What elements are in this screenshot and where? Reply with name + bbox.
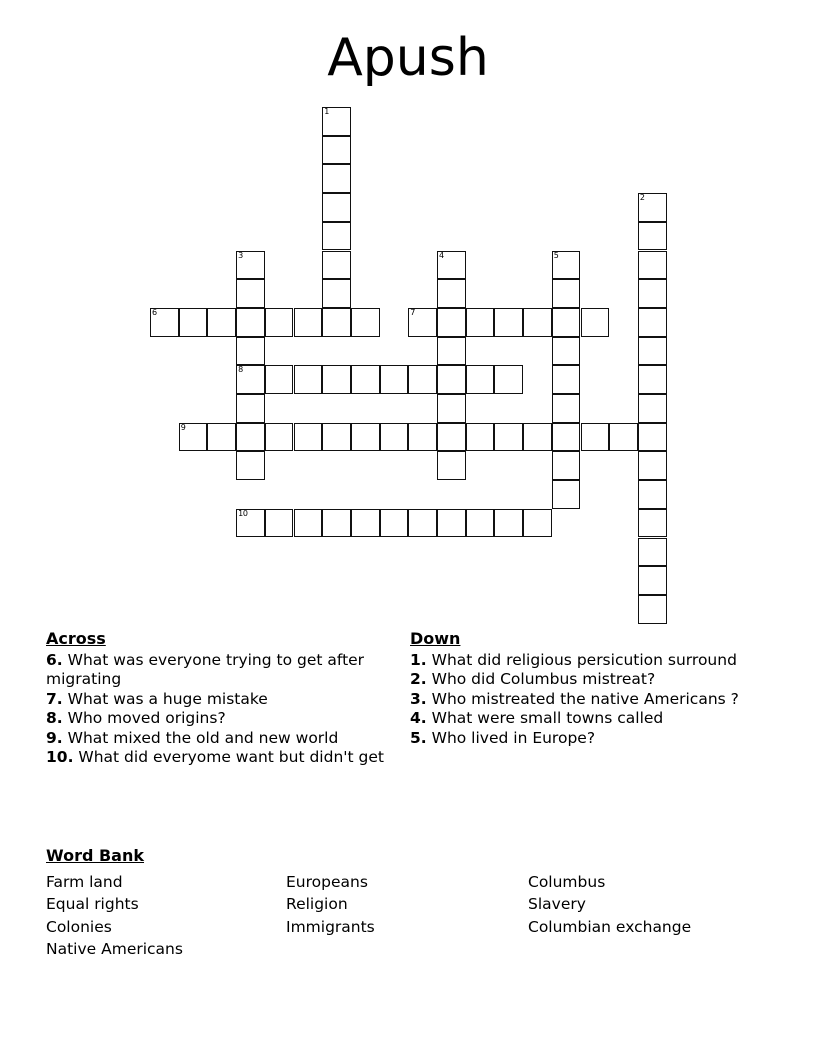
grid-cell[interactable] xyxy=(150,308,179,337)
grid-cell[interactable] xyxy=(179,308,208,337)
clue-text: Who did Columbus mistreat? xyxy=(426,670,656,688)
grid-cell[interactable] xyxy=(609,423,638,452)
clue-number: 4. xyxy=(410,709,427,727)
grid-cell[interactable] xyxy=(322,308,351,337)
grid-cell[interactable] xyxy=(265,423,294,452)
grid-cell[interactable] xyxy=(466,509,495,538)
grid-cell[interactable] xyxy=(207,308,236,337)
grid-cell[interactable] xyxy=(466,365,495,394)
grid-cell[interactable] xyxy=(523,308,552,337)
clue-number: 7. xyxy=(46,689,63,708)
across-clue-7 xyxy=(46,690,401,710)
grid-cell[interactable] xyxy=(322,136,351,165)
clue-number: 6. xyxy=(46,650,63,669)
grid-cell[interactable] xyxy=(494,365,523,394)
grid-cell[interactable] xyxy=(207,423,236,452)
grid-cell[interactable] xyxy=(236,365,265,394)
grid-cell[interactable] xyxy=(322,251,351,280)
cell-number: 10 xyxy=(238,508,248,518)
grid-cell[interactable] xyxy=(638,566,667,595)
grid-cell[interactable] xyxy=(408,308,437,337)
grid-cell[interactable] xyxy=(437,509,466,538)
word-bank-item: Columbian exchange xyxy=(528,917,692,936)
grid-cell[interactable] xyxy=(351,365,380,394)
clue-text: What mixed the old and new world xyxy=(62,728,339,747)
word-bank-item: Native Americans xyxy=(46,940,183,958)
word-bank-column xyxy=(286,871,528,961)
down-clue-3 xyxy=(410,690,740,710)
across-clue-list xyxy=(46,651,401,768)
cell-number: 1 xyxy=(324,107,329,116)
grid-cell[interactable] xyxy=(494,509,523,538)
grid-cell[interactable] xyxy=(437,308,466,337)
grid-cell[interactable] xyxy=(351,423,380,452)
grid-cell[interactable] xyxy=(408,365,437,394)
word-bank-item: Slavery xyxy=(528,895,586,913)
clue-number: 9. xyxy=(46,728,63,747)
grid-cell[interactable] xyxy=(494,308,523,337)
grid-cell[interactable] xyxy=(322,279,351,308)
clue-number: 1. xyxy=(410,650,427,669)
grid-cell[interactable] xyxy=(294,308,323,337)
grid-cell[interactable] xyxy=(638,480,667,509)
grid-cell[interactable] xyxy=(552,251,581,280)
grid-cell[interactable] xyxy=(638,423,667,452)
grid-cell[interactable] xyxy=(581,308,610,337)
grid-cell[interactable] xyxy=(322,365,351,394)
clue-number: 10. xyxy=(46,748,74,766)
word-bank-item: Religion xyxy=(286,895,348,913)
grid-cell[interactable] xyxy=(236,509,265,538)
across-clue-8 xyxy=(46,709,401,729)
grid-cell[interactable] xyxy=(494,423,523,452)
grid-cell[interactable] xyxy=(236,308,265,337)
grid-cell[interactable] xyxy=(638,308,667,337)
down-clue-1 xyxy=(410,651,740,671)
grid-cell[interactable] xyxy=(638,509,667,538)
cell-number: 8 xyxy=(238,365,243,375)
grid-cell[interactable] xyxy=(294,509,323,538)
grid-cell[interactable] xyxy=(322,222,351,251)
grid-cell[interactable] xyxy=(638,193,667,222)
cell-number: 9 xyxy=(180,422,186,432)
word-bank-column xyxy=(528,871,691,961)
cell-number: 3 xyxy=(238,250,243,260)
grid-cell[interactable] xyxy=(552,365,581,394)
grid-cell[interactable] xyxy=(380,365,409,394)
grid-cell[interactable] xyxy=(523,423,552,452)
grid-cell[interactable] xyxy=(265,308,294,337)
grid-cell[interactable] xyxy=(638,451,667,480)
grid-cell[interactable] xyxy=(552,480,581,509)
grid-cell[interactable] xyxy=(638,337,667,366)
word-bank-item: Columbus xyxy=(528,872,606,891)
grid-cell[interactable] xyxy=(638,251,667,280)
word-bank-column xyxy=(46,871,286,961)
grid-cell[interactable] xyxy=(322,164,351,193)
grid-cell[interactable] xyxy=(437,251,466,280)
clue-text: What did everyome want but didn't get xyxy=(73,748,384,766)
grid-cell[interactable] xyxy=(236,394,265,423)
down-clue-5 xyxy=(410,729,740,749)
grid-cell[interactable] xyxy=(322,509,351,538)
grid-cell[interactable] xyxy=(322,423,351,452)
grid-cell[interactable] xyxy=(408,423,437,452)
clue-text: Who moved origins? xyxy=(62,709,226,727)
word-bank-heading: Word Bank xyxy=(46,846,145,865)
grid-cell[interactable] xyxy=(638,222,667,251)
grid-cell[interactable] xyxy=(265,509,294,538)
grid-cell[interactable] xyxy=(322,107,351,136)
word-bank-item: Farm land xyxy=(46,872,123,891)
down-clue-2 xyxy=(410,670,740,690)
grid-cell[interactable] xyxy=(523,509,552,538)
grid-cell[interactable] xyxy=(408,509,437,538)
cell-number: 6 xyxy=(152,307,157,317)
grid-cell[interactable] xyxy=(552,279,581,308)
grid-cell[interactable] xyxy=(466,423,495,452)
grid-cell[interactable] xyxy=(351,308,380,337)
grid-cell[interactable] xyxy=(265,365,294,394)
grid-cell[interactable] xyxy=(179,423,208,452)
clue-number: 5. xyxy=(410,728,427,747)
word-bank-section xyxy=(46,845,746,961)
across-clues-section xyxy=(46,629,401,768)
word-bank-item: Colonies xyxy=(46,917,112,936)
clue-number: 8. xyxy=(46,709,63,727)
word-bank-item: Immigrants xyxy=(286,917,375,936)
across-clue-10 xyxy=(46,748,401,768)
grid-cell[interactable] xyxy=(236,423,265,452)
down-clue-4 xyxy=(410,709,740,729)
clue-text: What were small towns called xyxy=(426,709,664,727)
grid-cell[interactable] xyxy=(351,509,380,538)
grid-cell[interactable] xyxy=(581,423,610,452)
down-clues-section xyxy=(410,629,740,748)
clue-number: 2. xyxy=(410,670,427,688)
grid-cell[interactable] xyxy=(236,451,265,480)
page-title: Apush xyxy=(327,28,489,88)
cell-number: 2 xyxy=(639,193,645,203)
down-clue-list xyxy=(410,651,740,749)
word-bank-item: Equal rights xyxy=(46,895,139,913)
grid-cell[interactable] xyxy=(236,251,265,280)
clue-text: What was a huge mistake xyxy=(62,689,268,708)
cell-number: 5 xyxy=(553,250,559,260)
grid-cell[interactable] xyxy=(466,308,495,337)
grid-cell[interactable] xyxy=(437,337,466,366)
clue-text: What did religious persicution surround xyxy=(426,650,737,669)
cell-number: 7 xyxy=(410,307,416,317)
across-clue-6 xyxy=(46,651,401,690)
grid-cell[interactable] xyxy=(294,365,323,394)
grid-cell[interactable] xyxy=(638,595,667,624)
grid-cell[interactable] xyxy=(437,365,466,394)
crossword-grid[interactable] xyxy=(150,107,670,627)
word-bank-item: Europeans xyxy=(286,872,368,891)
grid-cell[interactable] xyxy=(236,337,265,366)
grid-cell[interactable] xyxy=(437,279,466,308)
grid-cell[interactable] xyxy=(236,279,265,308)
clue-text: Who mistreated the native Americans ? xyxy=(426,689,739,708)
grid-cell[interactable] xyxy=(437,394,466,423)
grid-cell[interactable] xyxy=(437,423,466,452)
grid-cell[interactable] xyxy=(294,423,323,452)
grid-cell[interactable] xyxy=(380,509,409,538)
across-heading: Across xyxy=(46,629,106,648)
cell-number: 4 xyxy=(439,250,444,260)
grid-cell[interactable] xyxy=(552,308,581,337)
grid-cell[interactable] xyxy=(552,451,581,480)
grid-cell[interactable] xyxy=(638,279,667,308)
grid-cell[interactable] xyxy=(552,394,581,423)
grid-cell[interactable] xyxy=(638,394,667,423)
across-clue-9 xyxy=(46,729,401,749)
down-heading: Down xyxy=(410,629,461,648)
clue-text: Who lived in Europe? xyxy=(426,728,596,747)
clue-text: What was everyone trying to get after migrating xyxy=(46,650,365,688)
clue-number: 3. xyxy=(410,689,427,708)
grid-cell[interactable] xyxy=(638,365,667,394)
grid-cell[interactable] xyxy=(322,193,351,222)
word-bank-columns xyxy=(46,871,746,961)
grid-cell[interactable] xyxy=(437,451,466,480)
grid-cell[interactable] xyxy=(552,423,581,452)
grid-cell[interactable] xyxy=(638,538,667,567)
grid-cell[interactable] xyxy=(380,423,409,452)
grid-cell[interactable] xyxy=(552,337,581,366)
